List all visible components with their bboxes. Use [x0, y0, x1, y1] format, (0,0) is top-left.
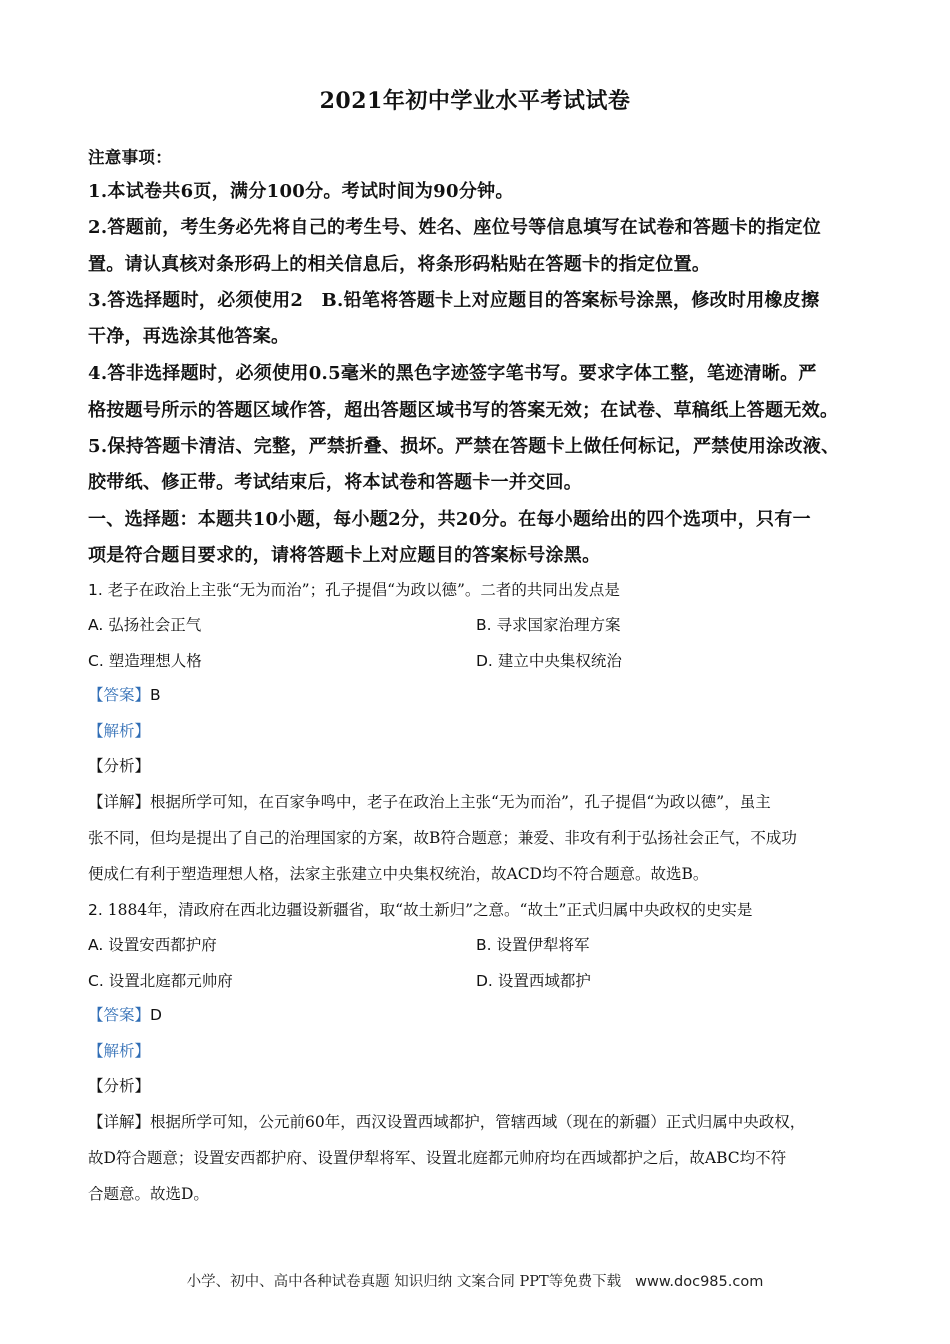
footer-text: 小学、初中、高中各种试卷真题 知识归纳 文案合同 PPT等免费下载	[186, 1274, 622, 1290]
option-text: 设置伊犁将军	[496, 936, 590, 954]
q2-option-d	[476, 969, 591, 991]
notice-heading: 注意事项：	[88, 148, 172, 167]
option-text: 塑造理想人格	[108, 652, 202, 670]
option-text: 弘扬社会正气	[108, 616, 202, 634]
question-text: 老子在政治上主张“无为而治”；孔子提倡“为政以德”。二者的共同出发点是	[107, 581, 620, 599]
q2-detail	[88, 1110, 805, 1132]
q1-option-c	[88, 649, 202, 671]
q2-fenxi-tag: 【分析】	[88, 1077, 151, 1095]
footer-site-link[interactable]: www.doc985.com	[635, 1274, 764, 1290]
option-letter: B.	[476, 616, 492, 634]
q2-jiexi-tag: 【解析】	[88, 1042, 151, 1060]
option-text: 建立中央集权统治	[497, 652, 622, 670]
detail-tag: 【详解】	[88, 1113, 151, 1131]
notice-line: 格按题号所示的答题区域作答，超出答题区域书写的答案无效；在试卷、草稿纸上答题无效。	[88, 400, 839, 421]
q2-option-b	[476, 933, 590, 955]
question-number: 1.	[88, 581, 103, 599]
page-footer	[0, 1270, 950, 1291]
notice-line: 干净，再选涂其他答案。	[88, 326, 290, 347]
section-heading: 一、选择题：本题共10小题，每小题2分，共20分。在每小题给出的四个选项中，只有一	[88, 509, 811, 530]
option-letter: C.	[88, 972, 104, 990]
question-number: 2.	[88, 901, 103, 919]
notice-line: 5.保持答题卡清洁、完整，严禁折叠、损坏。严禁在答题卡上做任何标记，严禁使用涂改液、	[88, 436, 840, 457]
detail-text: 根据所学可知，在百家争鸣中，老子在政治上主张“无为而治”，孔子提倡“为政以德”，虽主	[150, 793, 771, 811]
answer-value: B	[150, 686, 161, 704]
q1-option-d	[476, 649, 622, 671]
q1-detail-line: 张不同，但均是提出了自己的治理国家的方案，故B符合题意；兼爱、非攻有利于弘扬社会正气，不成功	[88, 829, 797, 847]
option-letter: B.	[476, 936, 492, 954]
option-letter: D.	[476, 972, 493, 990]
q2-answer	[88, 1003, 162, 1025]
notice-line: 置。请认真核对条形码上的相关信息后，将条形码粘贴在答题卡的指定位置。	[88, 254, 711, 275]
notice-line: 2.答题前，考生务必先将自己的考生号、姓名、座位号等信息填写在试卷和答题卡的指定位	[88, 217, 822, 238]
section-heading: 项是符合题目要求的，请将答题卡上对应题目的答案标号涂黑。	[88, 545, 601, 566]
option-letter: A.	[88, 936, 104, 954]
option-text: 寻求国家治理方案	[496, 616, 621, 634]
option-letter: C.	[88, 652, 104, 670]
notice-line: 1.本试卷共6页，满分100分。考试时间为90分钟。	[88, 181, 514, 202]
detail-tag: 【详解】	[88, 793, 151, 811]
q1-jiexi-tag: 【解析】	[88, 722, 151, 740]
q1-answer	[88, 683, 161, 705]
option-text: 设置安西都护府	[108, 936, 217, 954]
answer-tag: 【答案】	[88, 686, 151, 704]
question-text: 1884年，清政府在西北边疆设新疆省，取“故土新归”之意。“故土”正式归属中央政权的史实是	[107, 901, 753, 919]
q1-detail-line: 便成仁有利于塑造理想人格，法家主张建立中央集权统治，故ACD均不符合题意。故选B。	[88, 865, 709, 883]
question-2-stem	[88, 898, 752, 920]
option-letter: A.	[88, 616, 104, 634]
q2-option-c	[88, 969, 233, 991]
detail-text: 根据所学可知，公元前60年，西汉设置西域都护，管辖西域（现在的新疆）正式归属中央政权，	[150, 1113, 806, 1131]
q1-detail	[88, 790, 771, 812]
q2-detail-line: 合题意。故选D。	[88, 1185, 209, 1203]
notice-line: 3.答选择题时，必须使用2 B.铅笔将答题卡上对应题目的答案标号涂黑，修改时用橡皮擦	[88, 290, 820, 311]
q1-option-a	[88, 613, 201, 635]
answer-value: D	[150, 1006, 162, 1024]
q2-detail-line: 故D符合题意；设置安西都护府、设置伊犁将军、设置北庭都元帅府均在西域都护之后，故ABC均不符	[88, 1149, 787, 1167]
q1-option-b	[476, 613, 621, 635]
page-title: 2021年初中学业水平考试试卷	[319, 88, 631, 114]
question-1-stem	[88, 578, 620, 600]
notice-line: 胶带纸、修正带。考试结束后，将本试卷和答题卡一并交回。	[88, 472, 583, 493]
notice-line: 4.答非选择题时，必须使用0.5毫米的黑色字迹签字笔书写。要求字体工整，笔迹清晰。严	[88, 363, 817, 384]
option-text: 设置北庭都元帅府	[108, 972, 233, 990]
option-letter: D.	[476, 652, 493, 670]
q1-fenxi-tag: 【分析】	[88, 757, 151, 775]
q2-option-a	[88, 933, 217, 955]
option-text: 设置西域都护	[497, 972, 591, 990]
answer-tag: 【答案】	[88, 1006, 151, 1024]
